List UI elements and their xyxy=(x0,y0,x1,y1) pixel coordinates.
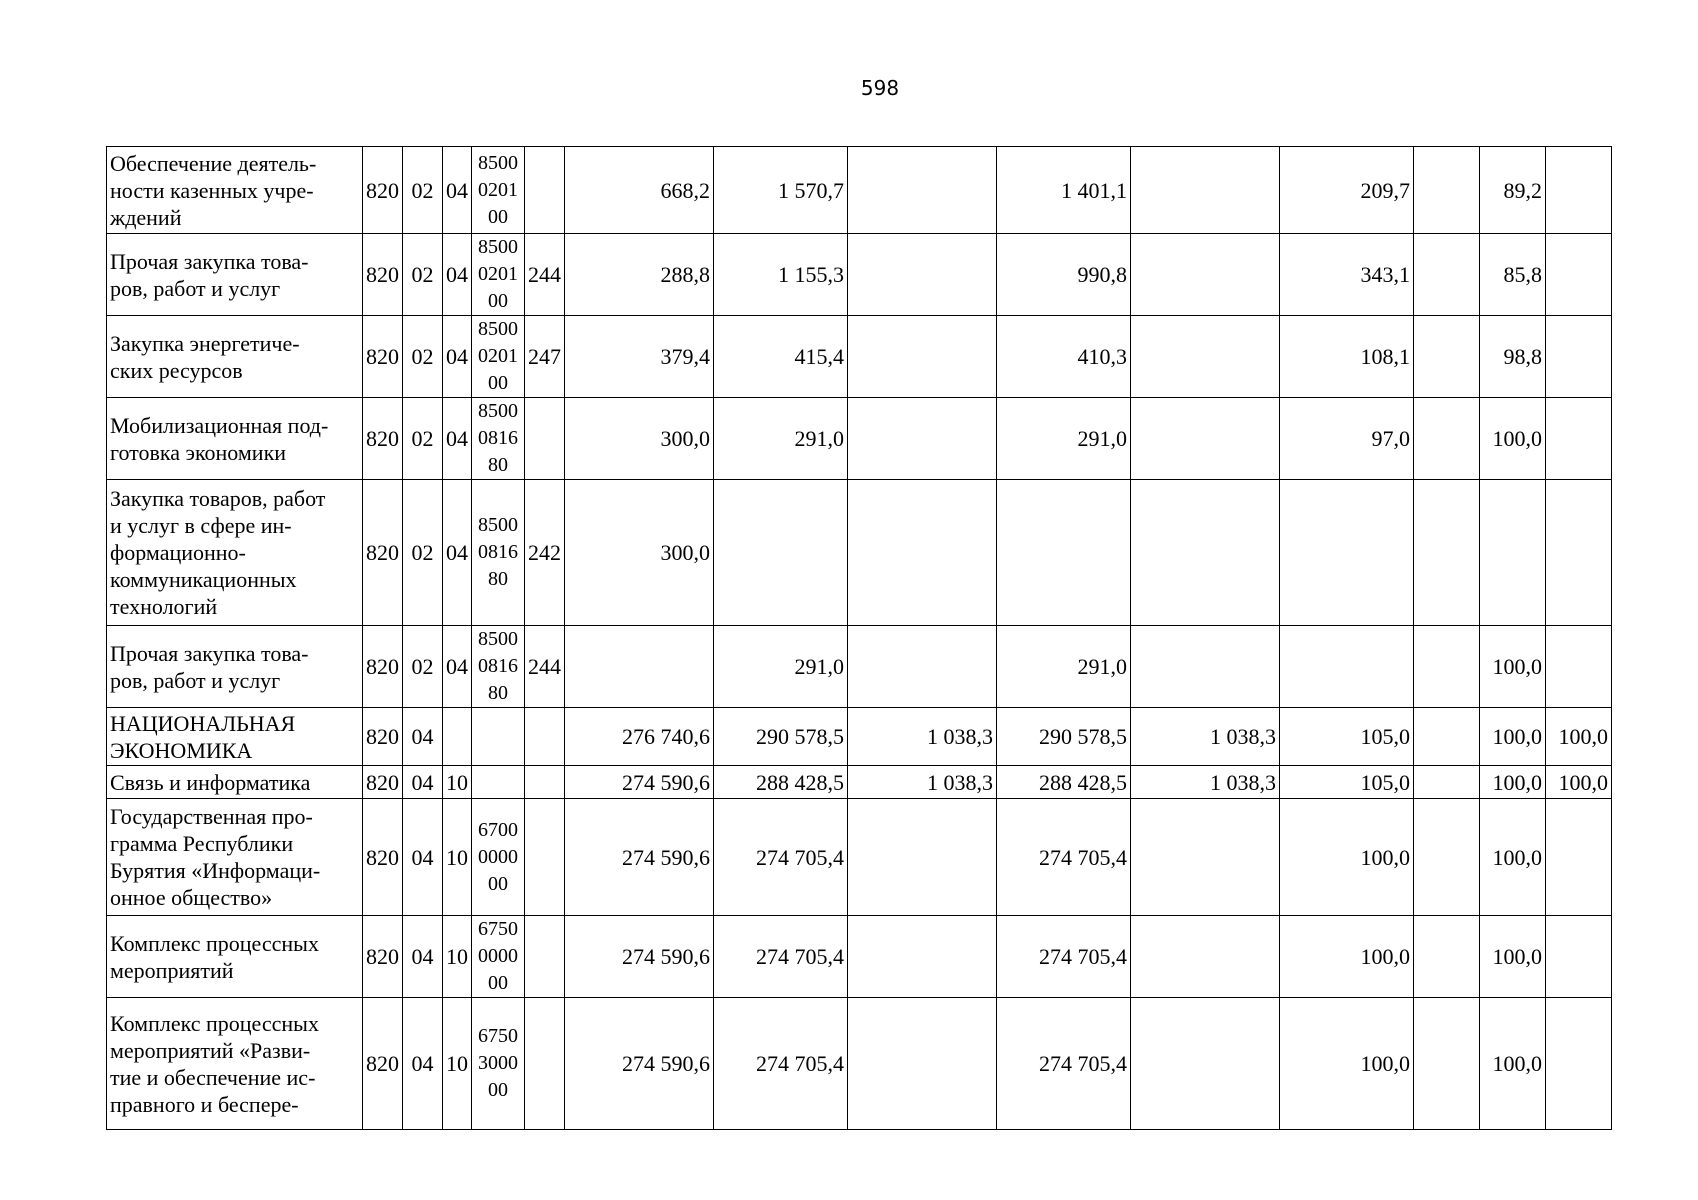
code-admin: 820 xyxy=(363,799,403,916)
amount-v5: 1 038,3 xyxy=(1131,766,1280,799)
code-target-part: 0816 xyxy=(478,541,518,563)
code-subsection: 04 xyxy=(443,147,472,234)
code-target xyxy=(472,316,525,398)
code-admin: 820 xyxy=(363,766,403,799)
code-target-part: 0816 xyxy=(478,427,518,449)
code-subsection: 10 xyxy=(443,766,472,799)
code-target-part: 8500 xyxy=(478,318,518,340)
code-admin: 820 xyxy=(363,708,403,766)
row-name-line: мероприятий «Разви- xyxy=(110,1037,311,1063)
percent-p3: 100,0 xyxy=(1480,626,1546,708)
row-name xyxy=(107,626,363,708)
code-expense-type xyxy=(525,398,565,480)
row-name-line: ров, работ и услуг xyxy=(110,667,281,693)
row-name-line: готовка экономики xyxy=(110,439,287,465)
table-row xyxy=(107,766,1678,799)
percent-p4 xyxy=(1546,480,1612,626)
code-target xyxy=(472,998,525,1130)
percent-p3: 89,2 xyxy=(1480,147,1546,234)
amount-v4: 290 578,5 xyxy=(997,708,1131,766)
row-name xyxy=(107,766,363,799)
amount-v2 xyxy=(714,480,848,626)
row-name xyxy=(107,799,363,916)
amount-v1: 379,4 xyxy=(565,316,714,398)
row-name-line: Прочая закупка това- xyxy=(110,640,309,666)
code-target xyxy=(472,916,525,998)
percent-p1 xyxy=(1280,480,1414,626)
percent-p4 xyxy=(1546,234,1612,316)
percent-p1: 97,0 xyxy=(1280,398,1414,480)
code-section: 04 xyxy=(403,998,443,1130)
row-name-line: Закупка товаров, работ xyxy=(110,486,326,511)
percent-p3: 100,0 xyxy=(1480,916,1546,998)
amount-v3 xyxy=(848,316,997,398)
table-row xyxy=(107,998,1678,1130)
percent-p2 xyxy=(1414,998,1480,1130)
percent-p3: 100,0 xyxy=(1480,799,1546,916)
amount-v2: 291,0 xyxy=(714,398,848,480)
row-name-line: Бурятия «Информаци- xyxy=(110,858,321,883)
code-target-part: 00 xyxy=(488,205,508,228)
amount-v4: 274 705,4 xyxy=(997,998,1131,1130)
percent-p4 xyxy=(1546,147,1612,234)
code-subsection xyxy=(443,708,472,766)
code-target-part: 00 xyxy=(488,1079,508,1101)
amount-v4: 291,0 xyxy=(997,398,1131,480)
code-target-part: 0816 xyxy=(478,655,518,677)
amount-v3 xyxy=(848,916,997,998)
amount-v1 xyxy=(565,626,714,708)
amount-v2: 274 705,4 xyxy=(714,998,848,1130)
code-section: 02 xyxy=(403,147,443,234)
amount-v2: 288 428,5 xyxy=(714,766,848,799)
code-expense-type xyxy=(525,708,565,766)
amount-v3 xyxy=(848,234,997,316)
code-section: 02 xyxy=(403,316,443,398)
code-target-part: 8500 xyxy=(478,514,518,536)
percent-p3: 85,8 xyxy=(1480,234,1546,316)
code-section: 02 xyxy=(403,398,443,480)
code-target xyxy=(472,708,525,766)
amount-v2: 274 705,4 xyxy=(714,799,848,916)
row-name-line: Комплекс процессных xyxy=(110,1010,319,1036)
percent-p4 xyxy=(1546,799,1612,916)
code-expense-type xyxy=(525,799,565,916)
row-name xyxy=(107,480,363,626)
amount-v1: 274 590,6 xyxy=(565,766,714,799)
code-admin: 820 xyxy=(363,147,403,234)
row-name-line: ности казенных учре- xyxy=(110,177,314,203)
amount-v5 xyxy=(1131,799,1280,916)
row-name xyxy=(107,916,363,998)
percent-p2 xyxy=(1414,626,1480,708)
amount-v5: 1 038,3 xyxy=(1131,708,1280,766)
code-target-part: 00 xyxy=(488,372,508,394)
percent-p1: 209,7 xyxy=(1280,147,1414,234)
row-name-line: Связь и информатика xyxy=(110,769,311,795)
code-expense-type xyxy=(525,998,565,1130)
table-row xyxy=(107,708,1678,766)
amount-v3: 1 038,3 xyxy=(848,766,997,799)
code-expense-type xyxy=(525,147,565,234)
code-target-part: 8500 xyxy=(478,151,518,174)
code-expense-type: 244 xyxy=(525,234,565,316)
row-name-line: коммуникационных xyxy=(110,567,297,592)
code-section: 04 xyxy=(403,916,443,998)
code-admin: 820 xyxy=(363,480,403,626)
row-name-line: ждений xyxy=(110,204,182,230)
amount-v1: 276 740,6 xyxy=(565,708,714,766)
code-expense-type: 244 xyxy=(525,626,565,708)
amount-v2: 290 578,5 xyxy=(714,708,848,766)
amount-v1: 300,0 xyxy=(565,480,714,626)
code-target-part: 8500 xyxy=(478,400,518,422)
percent-p3: 100,0 xyxy=(1480,398,1546,480)
row-name xyxy=(107,316,363,398)
code-admin: 820 xyxy=(363,998,403,1130)
budget-table xyxy=(106,146,1678,1130)
percent-p4 xyxy=(1546,916,1612,998)
row-name-line: формационно- xyxy=(110,540,246,565)
code-target-part: 0201 xyxy=(478,263,518,285)
percent-p1: 105,0 xyxy=(1280,766,1414,799)
code-target-part: 00 xyxy=(488,872,508,895)
code-subsection: 10 xyxy=(443,998,472,1130)
code-target-part: 00 xyxy=(488,290,508,312)
code-target-part: 0201 xyxy=(478,178,518,201)
code-subsection: 04 xyxy=(443,316,472,398)
amount-v2: 291,0 xyxy=(714,626,848,708)
code-expense-type xyxy=(525,766,565,799)
table-row xyxy=(107,626,1678,708)
code-expense-type: 247 xyxy=(525,316,565,398)
code-target xyxy=(472,766,525,799)
percent-p1 xyxy=(1280,626,1414,708)
row-name-line: правного и беспере- xyxy=(110,1091,299,1117)
row-name-line: технологий xyxy=(110,594,218,619)
code-section: 04 xyxy=(403,799,443,916)
percent-p2 xyxy=(1414,316,1480,398)
code-admin: 820 xyxy=(363,916,403,998)
percent-p2 xyxy=(1414,799,1480,916)
percent-p3: 100,0 xyxy=(1480,708,1546,766)
code-admin: 820 xyxy=(363,234,403,316)
percent-p1: 100,0 xyxy=(1280,799,1414,916)
percent-p1: 100,0 xyxy=(1280,916,1414,998)
row-name xyxy=(107,234,363,316)
code-target-part: 6700 xyxy=(478,818,518,841)
percent-p2 xyxy=(1414,480,1480,626)
amount-v1: 274 590,6 xyxy=(565,799,714,916)
row-name-line: онное общество» xyxy=(110,885,273,910)
code-target-part: 6750 xyxy=(478,918,518,940)
amount-v1: 668,2 xyxy=(565,147,714,234)
table-row xyxy=(107,234,1678,316)
amount-v3 xyxy=(848,799,997,916)
amount-v2: 1 155,3 xyxy=(714,234,848,316)
code-admin: 820 xyxy=(363,626,403,708)
amount-v5 xyxy=(1131,998,1280,1130)
row-name xyxy=(107,147,363,234)
percent-p1: 105,0 xyxy=(1280,708,1414,766)
amount-v4: 274 705,4 xyxy=(997,799,1131,916)
row-name-line: Комплекс процессных xyxy=(110,930,319,956)
code-target-part: 8500 xyxy=(478,628,518,650)
percent-p4 xyxy=(1546,316,1612,398)
code-subsection: 10 xyxy=(443,916,472,998)
percent-p2 xyxy=(1414,147,1480,234)
code-subsection: 10 xyxy=(443,799,472,916)
code-admin: 820 xyxy=(363,316,403,398)
percent-p4 xyxy=(1546,398,1612,480)
code-target xyxy=(472,147,525,234)
percent-p4 xyxy=(1546,626,1612,708)
percent-p1: 343,1 xyxy=(1280,234,1414,316)
percent-p1: 108,1 xyxy=(1280,316,1414,398)
code-admin: 820 xyxy=(363,398,403,480)
amount-v4 xyxy=(997,480,1131,626)
amount-v2: 274 705,4 xyxy=(714,916,848,998)
percent-p2 xyxy=(1414,234,1480,316)
percent-p2 xyxy=(1414,766,1480,799)
amount-v4: 1 401,1 xyxy=(997,147,1131,234)
code-target-part: 80 xyxy=(488,568,508,590)
amount-v4: 274 705,4 xyxy=(997,916,1131,998)
code-subsection: 04 xyxy=(443,626,472,708)
code-target-part: 8500 xyxy=(478,236,518,258)
code-subsection: 04 xyxy=(443,234,472,316)
code-section: 02 xyxy=(403,626,443,708)
amount-v3 xyxy=(848,480,997,626)
row-name-line: ЭКОНОМИКА xyxy=(110,737,253,763)
row-name xyxy=(107,708,363,766)
percent-p4 xyxy=(1546,998,1612,1130)
amount-v2: 1 570,7 xyxy=(714,147,848,234)
amount-v5 xyxy=(1131,626,1280,708)
amount-v3: 1 038,3 xyxy=(848,708,997,766)
code-subsection: 04 xyxy=(443,398,472,480)
code-expense-type xyxy=(525,916,565,998)
code-section: 04 xyxy=(403,708,443,766)
percent-p1: 100,0 xyxy=(1280,998,1414,1130)
row-name-line: тие и обеспечение ис- xyxy=(110,1064,316,1090)
code-target-part: 0000 xyxy=(478,945,518,967)
table-row xyxy=(107,316,1678,398)
code-target xyxy=(472,234,525,316)
amount-v4: 291,0 xyxy=(997,626,1131,708)
amount-v5 xyxy=(1131,147,1280,234)
percent-p2 xyxy=(1414,916,1480,998)
table-row xyxy=(107,480,1678,626)
amount-v1: 274 590,6 xyxy=(565,998,714,1130)
percent-p3: 100,0 xyxy=(1480,998,1546,1130)
amount-v3 xyxy=(848,998,997,1130)
row-name xyxy=(107,998,363,1130)
code-section: 02 xyxy=(403,480,443,626)
amount-v1: 288,8 xyxy=(565,234,714,316)
percent-p3: 100,0 xyxy=(1480,766,1546,799)
percent-p2 xyxy=(1414,708,1480,766)
row-name xyxy=(107,398,363,480)
row-name-line: мероприятий xyxy=(110,957,234,983)
amount-v3 xyxy=(848,626,997,708)
amount-v5 xyxy=(1131,480,1280,626)
code-section: 04 xyxy=(403,766,443,799)
amount-v4: 990,8 xyxy=(997,234,1131,316)
row-name-line: Обеспечение деятель- xyxy=(110,150,317,176)
code-target-part: 00 xyxy=(488,972,508,994)
amount-v2: 415,4 xyxy=(714,316,848,398)
page-number: 598 xyxy=(860,76,900,100)
row-name-line: ских ресурсов xyxy=(110,357,243,383)
code-expense-type: 242 xyxy=(525,480,565,626)
code-target xyxy=(472,799,525,916)
amount-v5 xyxy=(1131,398,1280,480)
row-name-line: Государственная про- xyxy=(110,804,313,829)
amount-v1: 274 590,6 xyxy=(565,916,714,998)
row-name-line: Мобилизационная под- xyxy=(110,412,329,438)
code-target xyxy=(472,480,525,626)
code-target-part: 3000 xyxy=(478,1052,518,1074)
amount-v1: 300,0 xyxy=(565,398,714,480)
percent-p4: 100,0 xyxy=(1546,708,1612,766)
table-row xyxy=(107,916,1678,998)
row-name-line: Закупка энергетиче- xyxy=(110,330,300,356)
table-row xyxy=(107,147,1678,234)
code-target-part: 0201 xyxy=(478,345,518,367)
table-row xyxy=(107,398,1678,480)
percent-p2 xyxy=(1414,398,1480,480)
percent-p3 xyxy=(1480,480,1546,626)
code-subsection: 04 xyxy=(443,480,472,626)
code-target-part: 80 xyxy=(488,454,508,476)
table-row xyxy=(107,799,1678,916)
table-body xyxy=(107,147,1678,1130)
percent-p4: 100,0 xyxy=(1546,766,1612,799)
row-name-line: Прочая закупка това- xyxy=(110,248,309,274)
code-target xyxy=(472,398,525,480)
amount-v3 xyxy=(848,147,997,234)
amount-v5 xyxy=(1131,916,1280,998)
row-name-line: НАЦИОНАЛЬНАЯ xyxy=(110,710,296,736)
percent-p3: 98,8 xyxy=(1480,316,1546,398)
row-name-line: ров, работ и услуг xyxy=(110,275,281,301)
amount-v4: 410,3 xyxy=(997,316,1131,398)
amount-v5 xyxy=(1131,316,1280,398)
row-name-line: и услуг в сфере ин- xyxy=(110,513,292,538)
amount-v4: 288 428,5 xyxy=(997,766,1131,799)
code-target-part: 0000 xyxy=(478,845,518,868)
row-name-line: грамма Республики xyxy=(110,831,294,856)
amount-v3 xyxy=(848,398,997,480)
code-section: 02 xyxy=(403,234,443,316)
code-target-part: 6750 xyxy=(478,1025,518,1047)
amount-v5 xyxy=(1131,234,1280,316)
code-target-part: 80 xyxy=(488,682,508,704)
code-target xyxy=(472,626,525,708)
